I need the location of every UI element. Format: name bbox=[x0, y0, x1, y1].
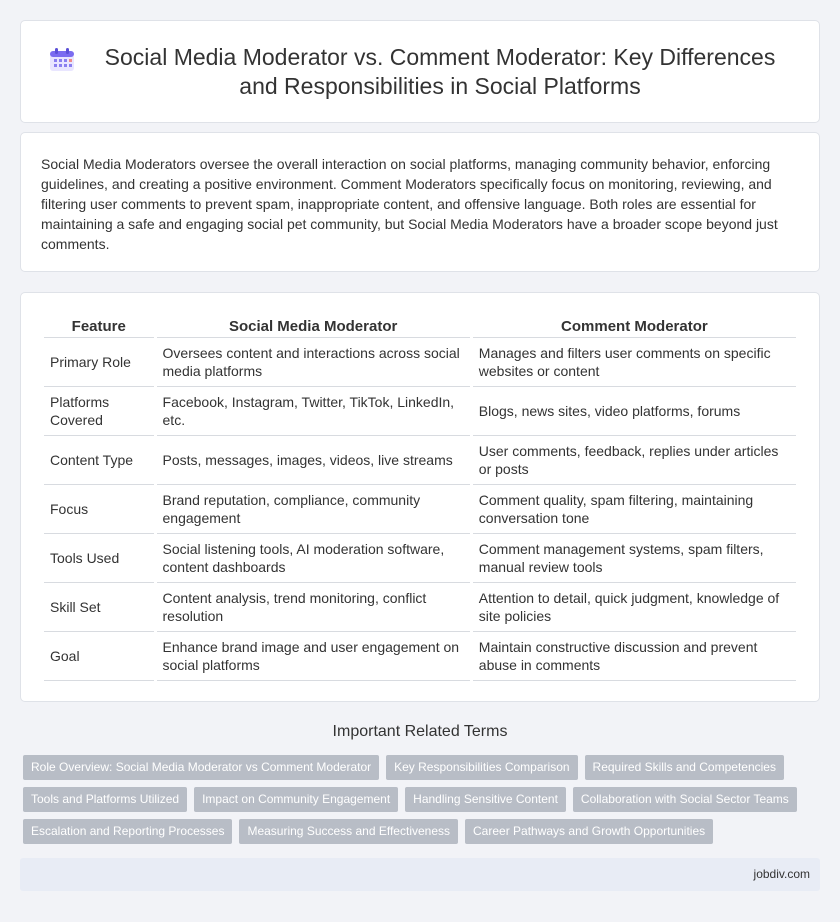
row-social-media-moderator: Social listening tools, AI moderation software, content dashboards bbox=[157, 534, 470, 583]
row-comment-moderator: Comment quality, spam filtering, maintaining conversation tone bbox=[473, 485, 796, 534]
related-term-tag[interactable]: Collaboration with Social Sector Teams bbox=[573, 787, 797, 812]
related-term-tag[interactable]: Role Overview: Social Media Moderator vs Comment Moderator bbox=[23, 755, 379, 780]
table-row bbox=[44, 534, 796, 583]
row-social-media-moderator: Posts, messages, images, videos, live streams bbox=[157, 436, 470, 485]
header-social-media-moderator: Social Media Moderator bbox=[157, 315, 470, 338]
footer-site-link[interactable]: jobdiv.com bbox=[753, 867, 810, 881]
row-comment-moderator: Attention to detail, quick judgment, knowledge of site policies bbox=[473, 583, 796, 632]
table-row bbox=[44, 338, 796, 387]
table-row bbox=[44, 387, 796, 436]
table-header-row bbox=[44, 315, 796, 338]
row-social-media-moderator: Brand reputation, compliance, community engagement bbox=[157, 485, 470, 534]
related-term-tag[interactable]: Key Responsibilities Comparison bbox=[386, 755, 577, 780]
related-term-tag[interactable]: Escalation and Reporting Processes bbox=[23, 819, 232, 844]
related-term-tag[interactable]: Measuring Success and Effectiveness bbox=[239, 819, 458, 844]
comparison-table-card bbox=[20, 292, 820, 702]
row-social-media-moderator: Facebook, Instagram, Twitter, TikTok, LinkedIn, etc. bbox=[157, 387, 470, 436]
row-comment-moderator: Comment management systems, spam filters, manual review tools bbox=[473, 534, 796, 583]
header-card bbox=[20, 20, 820, 123]
header-feature: Feature bbox=[44, 315, 154, 338]
table-row bbox=[44, 436, 796, 485]
related-terms-title: Important Related Terms bbox=[332, 723, 508, 740]
row-social-media-moderator: Enhance brand image and user engagement on social platforms bbox=[157, 632, 470, 681]
comparison-table bbox=[41, 315, 799, 681]
header-comment-moderator: Comment Moderator bbox=[473, 315, 796, 338]
row-feature: Tools Used bbox=[44, 534, 154, 583]
row-feature: Primary Role bbox=[44, 338, 154, 387]
row-social-media-moderator: Content analysis, trend monitoring, conflict resolution bbox=[157, 583, 470, 632]
table-row bbox=[44, 485, 796, 534]
row-feature: Skill Set bbox=[44, 583, 154, 632]
related-term-tag[interactable]: Handling Sensitive Content bbox=[405, 787, 566, 812]
row-comment-moderator: Manages and filters user comments on specific websites or content bbox=[473, 338, 796, 387]
row-comment-moderator: Maintain constructive discussion and prevent abuse in comments bbox=[473, 632, 796, 681]
related-terms-list bbox=[23, 755, 823, 851]
row-feature: Content Type bbox=[44, 436, 154, 485]
table-row bbox=[44, 632, 796, 681]
related-term-tag[interactable]: Impact on Community Engagement bbox=[194, 787, 398, 812]
related-term-tag[interactable]: Tools and Platforms Utilized bbox=[23, 787, 187, 812]
row-comment-moderator: Blogs, news sites, video platforms, forums bbox=[473, 387, 796, 436]
row-feature: Goal bbox=[44, 632, 154, 681]
page-title: Social Media Moderator vs. Comment Moderator: Key Differences and Responsibilities in Social Platforms bbox=[104, 44, 776, 99]
row-feature: Focus bbox=[44, 485, 154, 534]
related-term-tag[interactable]: Required Skills and Competencies bbox=[585, 755, 784, 780]
footer bbox=[20, 858, 820, 891]
row-comment-moderator: User comments, feedback, replies under articles or posts bbox=[473, 436, 796, 485]
related-term-tag[interactable]: Career Pathways and Growth Opportunities bbox=[465, 819, 713, 844]
table-row bbox=[44, 583, 796, 632]
row-feature: Platforms Covered bbox=[44, 387, 154, 436]
row-social-media-moderator: Oversees content and interactions across social media platforms bbox=[157, 338, 470, 387]
summary-text: Social Media Moderators oversee the overall interaction on social platforms, managing community behavior, enforcing guidelines, and creating a positive environment. Comment Moderators specifically focus on monitoring, reviewing, and filtering user comments to prevent spam, inappropriate content, and offensive language. Both roles are essential for maintaining a safe and engaging social pet community, but Social Media Moderators have a broader scope beyond just comments. bbox=[41, 156, 778, 252]
summary-card bbox=[20, 132, 820, 272]
